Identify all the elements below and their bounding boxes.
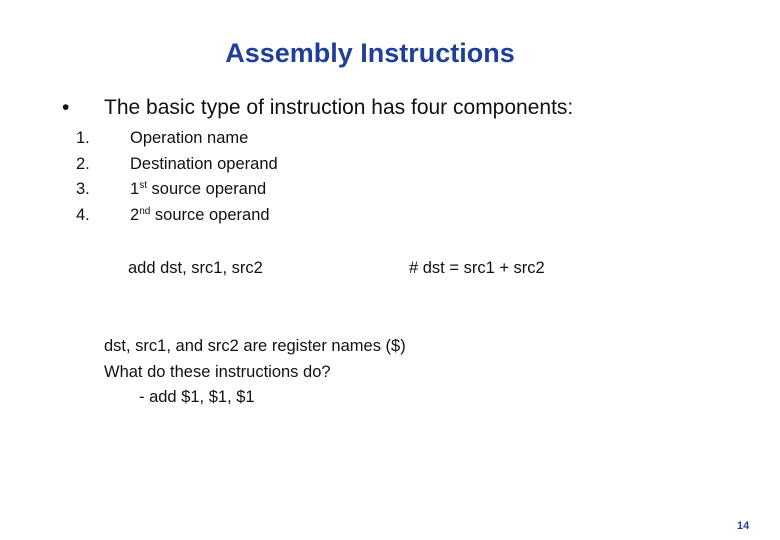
ordinal-suffix: st [139, 180, 147, 191]
code-comment: # dst = src1 + src2 [409, 259, 545, 277]
list-number: 4. [76, 205, 90, 224]
bullet-marker: • [62, 96, 70, 119]
slide-title: Assembly Instructions [225, 38, 515, 68]
list-number: 1. [76, 129, 90, 147]
note-line: dst, src1, and src2 are register names ($) [104, 337, 406, 355]
list-text-group [130, 180, 266, 199]
ordinal-suffix: nd [139, 205, 151, 217]
ordinal-number: 2 [130, 205, 140, 224]
bullet-text: The basic type of instruction has four components: [104, 96, 574, 119]
note-line: - add $1, $1, $1 [139, 388, 255, 406]
notes-block [104, 337, 406, 414]
list-text: source operand [146, 180, 267, 198]
list-text: source operand [150, 205, 270, 224]
note-line: What do these instructions do? [104, 362, 331, 381]
list-text-group [130, 206, 270, 225]
list-number: 2. [76, 154, 90, 173]
list-text: Destination operand [130, 154, 278, 173]
ordinal-number: 1 [130, 180, 140, 198]
page-number: 14 [737, 520, 750, 532]
list-number: 3. [76, 180, 90, 198]
code-instruction: add dst, src1, src2 [128, 259, 263, 277]
list-text: Operation name [130, 129, 249, 147]
